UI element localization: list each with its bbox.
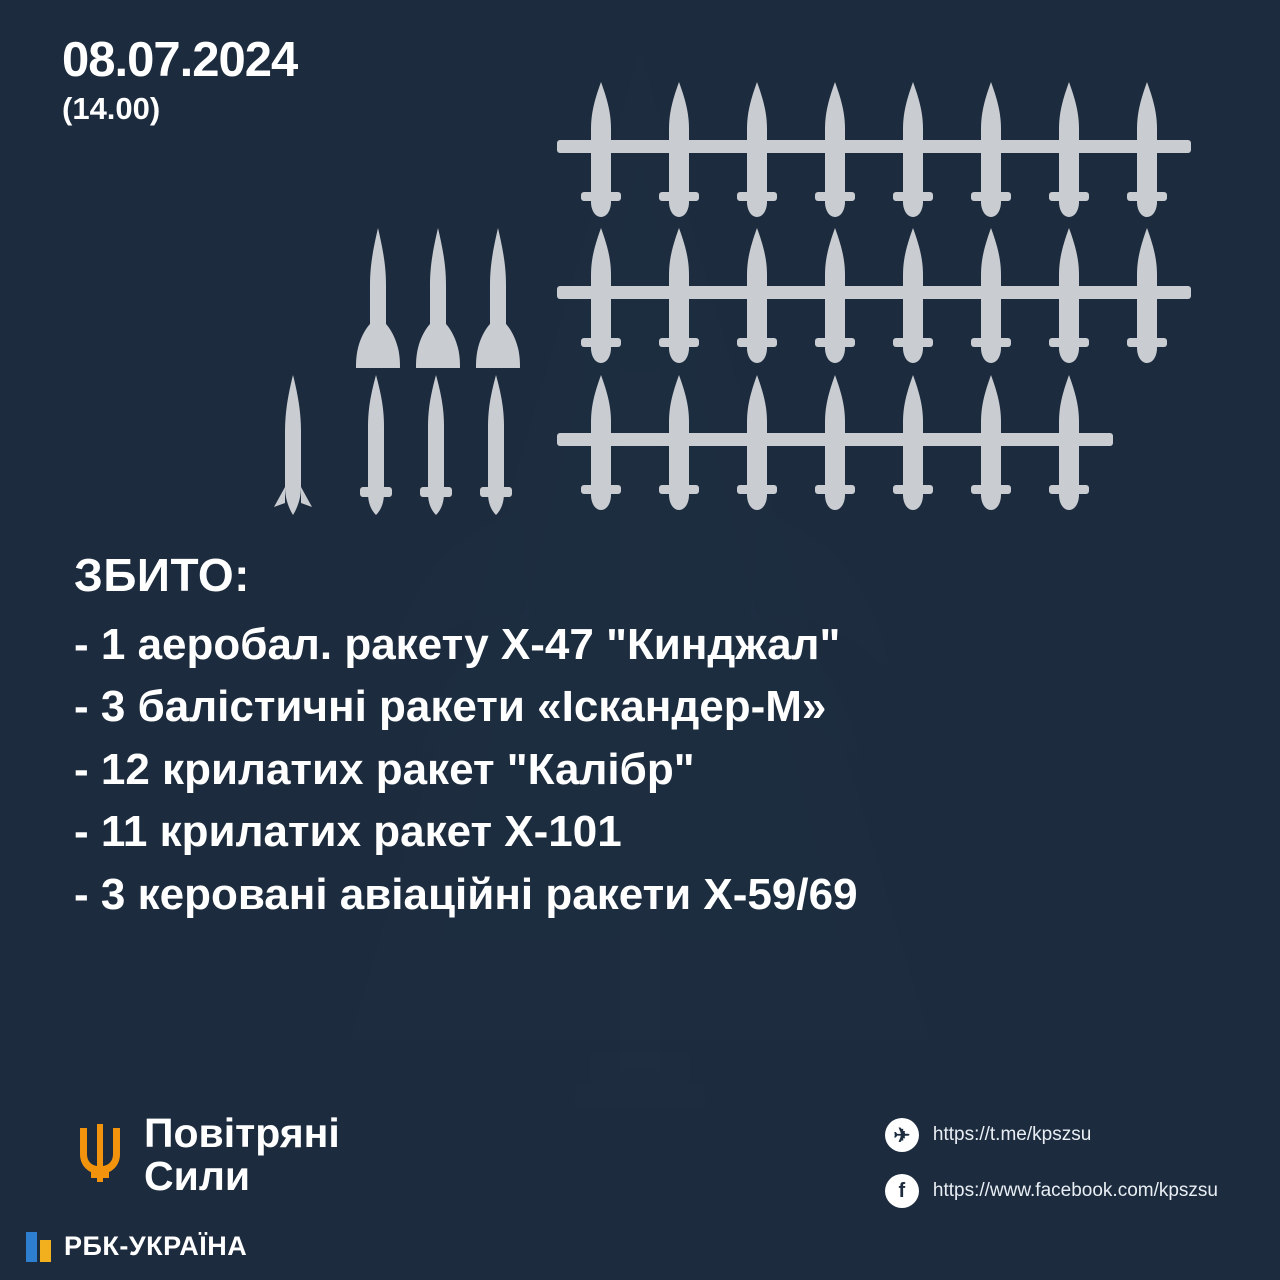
report-date: 08.07.2024 bbox=[62, 33, 298, 87]
cruise-missile-icon bbox=[1103, 82, 1191, 217]
cruise-missile-icon bbox=[947, 375, 1035, 510]
rbc-logo-icon bbox=[26, 1232, 52, 1262]
watermark bbox=[26, 1231, 247, 1262]
cruise-missile-icon bbox=[869, 375, 957, 510]
cruise-missile-icon bbox=[1025, 228, 1113, 363]
missile-icon-field bbox=[0, 60, 1280, 530]
cruise-missile-icon bbox=[869, 82, 957, 217]
ballistic-missile-icon bbox=[352, 228, 404, 368]
watermark-text: РБК-УКРАЇНА bbox=[64, 1231, 248, 1261]
report-item: - 11 крилатих ракет Х-101 bbox=[74, 807, 622, 857]
cruise-missile-icon bbox=[557, 228, 645, 363]
cruise-missile-icon bbox=[713, 82, 801, 217]
cruise-missile-icon bbox=[947, 228, 1035, 363]
report-title: ЗБИТО: bbox=[74, 549, 250, 601]
cruise-missile-icon bbox=[791, 228, 879, 363]
cruise-missile-icon bbox=[947, 82, 1035, 217]
brand-line-2: Сили bbox=[144, 1153, 251, 1200]
report-time: (14.00) bbox=[62, 91, 161, 126]
cruise-missile-icon bbox=[557, 82, 645, 217]
guided-aviation-missile-icon bbox=[472, 375, 520, 515]
ballistic-missile-icon bbox=[472, 228, 524, 368]
telegram-icon: ✈ bbox=[885, 1118, 919, 1152]
cruise-missile-icon bbox=[713, 228, 801, 363]
cruise-missile-icon bbox=[635, 82, 723, 217]
report-item: - 12 крилатих ракет "Калібр" bbox=[74, 744, 695, 794]
shot-down-report bbox=[74, 548, 1254, 926]
facebook-url[interactable]: https://www.facebook.com/kpszsu bbox=[932, 1180, 1218, 1201]
cruise-missile-icon bbox=[635, 228, 723, 363]
report-item: - 3 керовані авіаційні ракети Х-59/69 bbox=[74, 869, 858, 919]
guided-aviation-missile-icon bbox=[352, 375, 400, 515]
cruise-missile-icon bbox=[635, 375, 723, 510]
telegram-link[interactable] bbox=[885, 1118, 1218, 1152]
cruise-missile-icon bbox=[1025, 375, 1113, 510]
cruise-missile-icon bbox=[1025, 82, 1113, 217]
telegram-url[interactable]: https://t.me/kpszsu bbox=[932, 1124, 1092, 1145]
brand-line-1: Повітряні bbox=[144, 1110, 340, 1156]
brand-block bbox=[78, 1112, 340, 1198]
cruise-missile-icon bbox=[557, 375, 645, 510]
report-item: - 1 аеробал. ракету Х-47 "Кинджал" bbox=[74, 620, 841, 669]
cruise-missile-icon bbox=[713, 375, 801, 510]
guided-aviation-missile-icon bbox=[412, 375, 460, 515]
facebook-link[interactable] bbox=[885, 1174, 1218, 1208]
brand-name bbox=[144, 1112, 340, 1198]
report-item: - 3 балістичні ракети «Іскандер-М» bbox=[74, 682, 827, 732]
ballistic-missile-icon bbox=[412, 228, 464, 368]
cruise-missile-icon bbox=[1103, 228, 1191, 363]
cruise-missile-icon bbox=[791, 82, 879, 217]
cruise-missile-icon bbox=[791, 375, 879, 510]
aeroballistic-missile-icon bbox=[270, 375, 316, 515]
trident-icon bbox=[78, 1122, 122, 1189]
social-links bbox=[885, 1118, 1218, 1230]
facebook-icon: f bbox=[885, 1174, 919, 1208]
cruise-missile-icon bbox=[869, 228, 957, 363]
